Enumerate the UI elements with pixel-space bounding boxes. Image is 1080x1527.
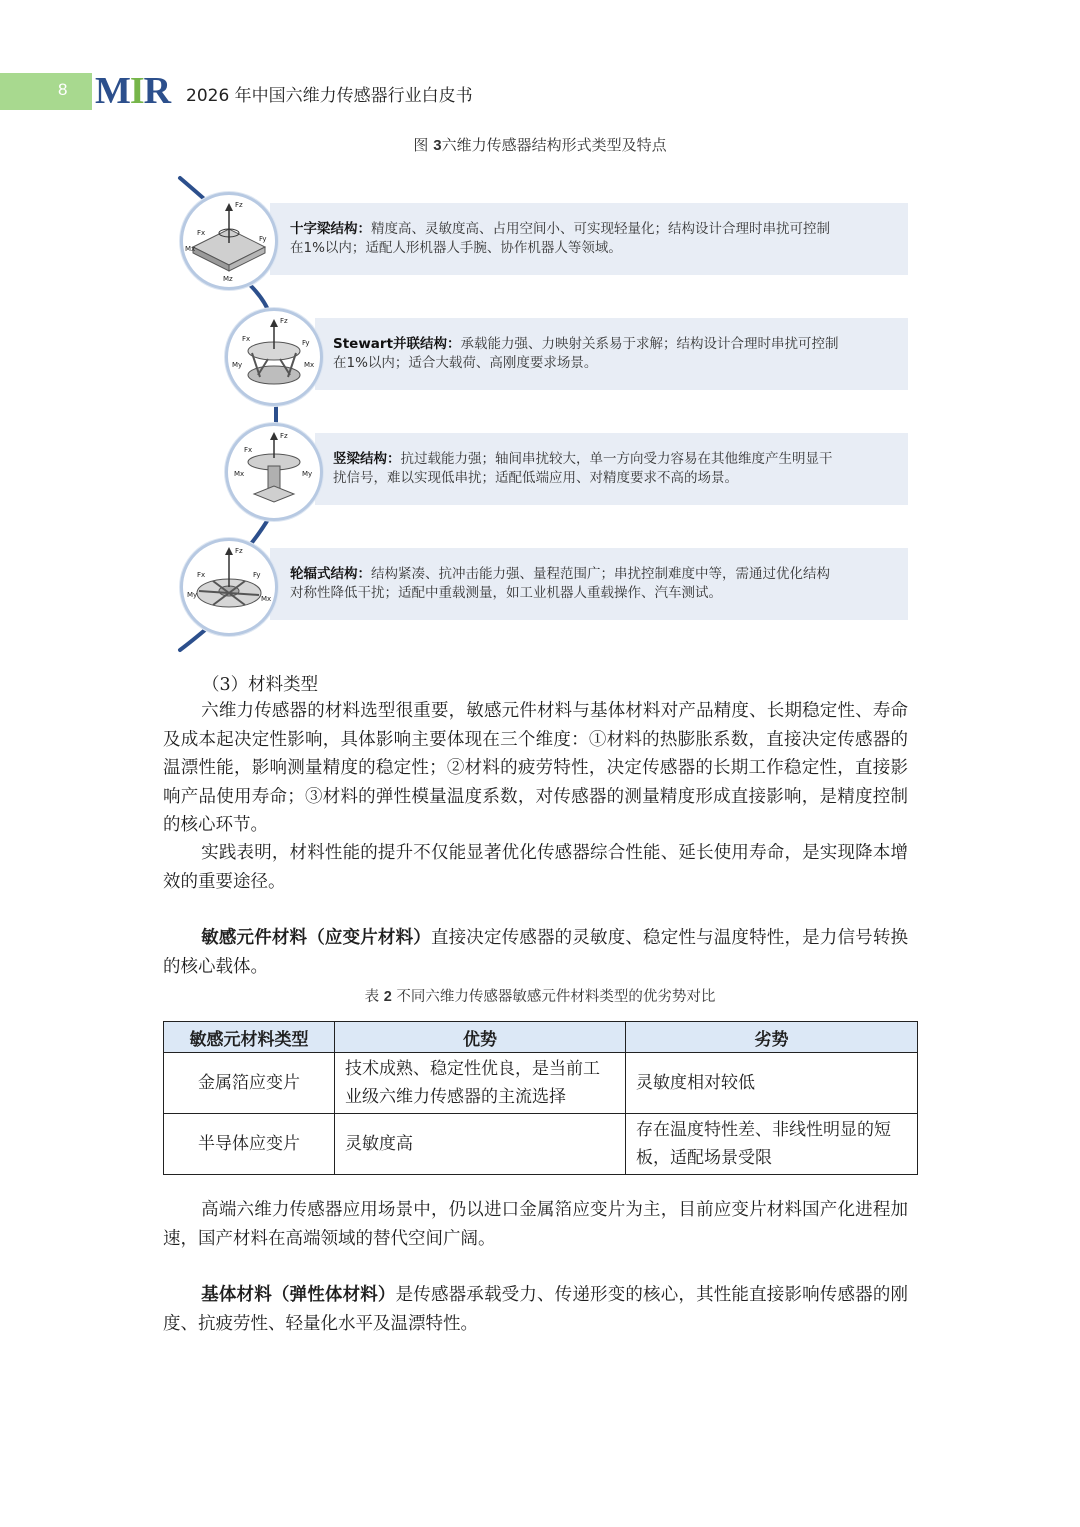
material-comparison-table	[163, 1021, 918, 1175]
header-disadvantage: 劣势	[626, 1022, 918, 1053]
header-material-type: 敏感元材料类型	[164, 1022, 335, 1053]
table-row	[164, 1053, 918, 1114]
svg-text:My: My	[232, 361, 243, 369]
paragraph-material-selection: 六维力传感器的材料选型很重要，敏感元件材料与基体材料对产品精度、长期稳定性、寿命及成本起决定性影响，具体影响主要体现在三个维度：①材料的热膨胀系数，直接决定传感器的温漂性能，影响测量精度的稳定性；②材料的疲劳特性，决定传感器的长期工作稳定性，直接影响产品使用寿命；③材料的弹性模量温度系数，对传感器的测量精度形成直接影响，是精度控制的核心环节。	[163, 701, 908, 835]
table-caption: 表 2 不同六维力传感器敏感元件材料类型的优劣势对比	[364, 989, 716, 1005]
svg-text:Fx: Fx	[197, 571, 206, 579]
paragraph-sensing-material: 敏感元件材料（应变片材料）直接决定传感器的灵敏度、稳定性与温度特性，是力信号转换的核心载体。	[163, 928, 909, 977]
cell-type: 金属箔应变片	[164, 1053, 335, 1114]
svg-text:Fx: Fx	[244, 446, 253, 454]
document-title: 2026 年中国六维力传感器行业白皮书	[186, 86, 473, 106]
table-row	[164, 1114, 918, 1175]
structure-text-cross-beam: 十字梁结构：精度高、灵敏度高、占用空间小、可实现轻量化；结构设计合理时串扰可控制 在1%以内；适配人形机器人手腕、协作机器人等领域。	[290, 221, 830, 256]
stewart-platform-sensor-icon	[225, 308, 323, 406]
figure-caption: 图 3六维力传感器结构形式类型及特点	[413, 136, 667, 154]
svg-text:Fy: Fy	[259, 235, 267, 243]
svg-text:My: My	[187, 591, 198, 599]
svg-text:Mx: Mx	[185, 245, 196, 253]
svg-text:Fz: Fz	[235, 201, 243, 209]
cell-advantage: 灵敏度高	[335, 1114, 626, 1175]
structure-text-spoke-wheel: 轮辐式结构：结构紧凑、抗冲击能力强、量程范围广；串扰控制难度中等，需通过优化结构 对称性降低干扰；适配中重载测量，如工业机器人重载操作、汽车测试。	[290, 566, 830, 601]
cell-disadvantage: 存在温度特性差、非线性明显的短板，适配场景受限	[626, 1114, 918, 1175]
svg-text:Mx: Mx	[261, 595, 272, 603]
vertical-beam-sensor-icon	[225, 423, 323, 521]
paragraph-practice: 实践表明，材料性能的提升不仅能显著优化传感器综合性能、延长使用寿命，是实现降本增效的重要途径。	[163, 843, 908, 892]
structure-text-stewart: Stewart并联结构：承载能力强、力映射关系易于求解；结构设计合理时串扰可控制 在1%以内；适合大载荷、高刚度要求场景。	[333, 336, 839, 371]
svg-text:Fx: Fx	[242, 335, 251, 343]
cross-beam-sensor-icon	[180, 192, 278, 290]
paragraph-high-end-application: 高端六维力传感器应用场景中，仍以进口金属箔应变片为主，目前应变片材料国产化进程加速，国产材料在高端领域的替代空间广阔。	[163, 1200, 908, 1249]
svg-text:Fz: Fz	[280, 317, 288, 325]
svg-text:Fz: Fz	[235, 547, 243, 555]
svg-text:Mz: Mz	[223, 275, 233, 283]
svg-text:Fy: Fy	[253, 571, 261, 579]
svg-text:Fy: Fy	[302, 339, 310, 347]
paragraph-base-material: 基体材料（弹性体材料）是传感器承载受力、传递形变的核心，其性能直接影响传感器的刚度、抗疲劳性、轻量化水平及温漂特性。	[163, 1285, 909, 1334]
svg-text:Mx: Mx	[304, 361, 315, 369]
cell-advantage: 技术成熟、稳定性优良，是当前工业级六维力传感器的主流选择	[335, 1053, 626, 1114]
svg-text:My: My	[302, 470, 313, 478]
cell-type: 半导体应变片	[164, 1114, 335, 1175]
page-number: 8	[58, 80, 68, 99]
header-advantage: 优势	[335, 1022, 626, 1053]
svg-text:Mx: Mx	[234, 470, 245, 478]
spoke-wheel-sensor-icon	[180, 538, 278, 636]
page-number-band	[0, 73, 92, 110]
cell-disadvantage: 灵敏度相对较低	[626, 1053, 918, 1114]
structure-types-figure	[170, 170, 910, 660]
mir-logo: MIR	[95, 70, 171, 112]
section-heading-material-types: （3）材料类型	[202, 675, 319, 695]
table-header-row	[164, 1022, 918, 1053]
svg-text:Fz: Fz	[280, 432, 288, 440]
svg-text:Fx: Fx	[197, 229, 206, 237]
structure-text-vertical-beam: 竖梁结构：抗过载能力强；轴间串扰较大，单一方向受力容易在其他维度产生明显干 扰信号，难以实现低串扰；适配低端应用、对精度要求不高的场景。	[333, 451, 833, 486]
